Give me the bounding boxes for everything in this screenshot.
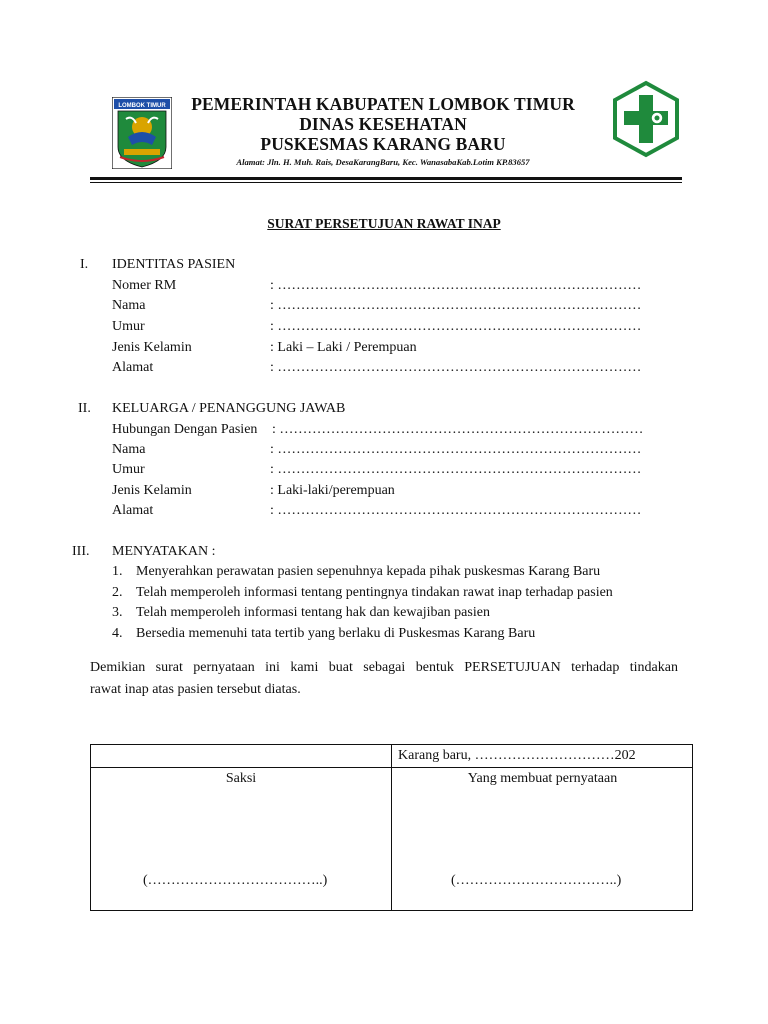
letterhead-address: Alamat: Jln. H. Muh. Rais, DesaKarangBaru, Kec. WanasabaKab.Lotim KP.83657	[236, 157, 530, 167]
signature-table	[90, 744, 693, 911]
section3-numeral: III.	[72, 544, 90, 559]
section1-heading: IDENTITAS PASIEN	[112, 257, 236, 272]
s2-value-umur: : ……………………………………………………………………	[270, 462, 642, 477]
s1-label-nama: Nama	[112, 298, 146, 313]
logo-left-text: LOMBOK TIMUR	[118, 103, 166, 109]
signature-witness-title: Saksi	[225, 771, 257, 786]
s1-value-alamat: : ……………………………………………………………………	[270, 360, 642, 375]
letterhead-rule-thin	[90, 182, 682, 183]
letterhead	[178, 94, 588, 169]
closing-line-1: Demikian surat pernyataan ini kami buat sebagai bentuk PERSETUJUAN terhadap tindakan	[90, 660, 678, 675]
s3-item-num: 4.	[112, 626, 123, 641]
signature-declarant-blank: (……………………………..)	[451, 873, 622, 888]
document-title: SURAT PERSETUJUAN RAWAT INAP	[267, 216, 501, 231]
s1-label-rm: Nomer RM	[112, 278, 177, 293]
s2-label-jenis-kelamin: Jenis Kelamin	[112, 483, 192, 498]
s2-value-alamat: : ……………………………………………………………………	[270, 503, 642, 518]
s3-item-text: Telah memperoleh informasi tentang hak dan kewajiban pasien	[136, 605, 490, 620]
signature-witness-blank: (………………………………..)	[143, 873, 328, 888]
lombok-timur-emblem-icon	[112, 97, 172, 169]
s3-item-num: 2.	[112, 585, 123, 600]
s1-value-jenis-kelamin: : Laki – Laki / Perempuan	[270, 340, 417, 355]
section3-heading: MENYATAKAN :	[112, 544, 216, 559]
signature-divider-horizontal	[91, 767, 692, 768]
s2-value-jenis-kelamin: : Laki-laki/perempuan	[270, 483, 395, 498]
s3-item-num: 3.	[112, 605, 123, 620]
s1-label-umur: Umur	[112, 319, 145, 334]
s2-label-nama: Nama	[112, 442, 146, 457]
s2-value-hubungan: : ……………………………………………………………………	[272, 422, 644, 437]
puskesmas-cross-logo-icon	[612, 80, 680, 158]
closing-line-2: rawat inap atas pasien tersebut diatas.	[90, 682, 301, 697]
s1-value-nama: : ……………………………………………………………………	[270, 298, 642, 313]
s3-item-text: Telah memperoleh informasi tentang pentingnya tindakan rawat inap terhadap pasien	[136, 585, 613, 600]
s1-value-umur: : ……………………………………………………………………	[270, 319, 642, 334]
section1-numeral: I.	[80, 257, 89, 272]
s2-label-umur: Umur	[112, 462, 145, 477]
s2-label-alamat: Alamat	[112, 503, 154, 518]
s3-item-text: Menyerahkan perawatan pasien sepenuhnya kepada pihak puskesmas Karang Baru	[136, 564, 601, 579]
closing-paragraph	[90, 657, 678, 701]
section2-heading: KELUARGA / PENANGGUNG JAWAB	[112, 401, 346, 416]
s1-label-alamat: Alamat	[112, 360, 154, 375]
s1-value-rm: : ……………………………………………………………………	[270, 278, 642, 293]
letterhead-government: PEMERINTAH KABUPATEN LOMBOK TIMUR	[191, 94, 575, 114]
letterhead-rule-thick	[90, 177, 682, 180]
s1-label-jenis-kelamin: Jenis Kelamin	[112, 340, 192, 355]
letterhead-puskesmas: PUSKESMAS KARANG BARU	[260, 134, 506, 154]
section2-numeral: II.	[78, 401, 91, 416]
signature-declarant-title: Yang membuat pernyataan	[467, 771, 618, 786]
s3-item-text: Bersedia memenuhi tata tertib yang berlaku di Puskesmas Karang Baru	[136, 626, 536, 641]
letterhead-department: DINAS KESEHATAN	[299, 114, 467, 134]
signature-place-date: Karang baru, …………………………202	[398, 748, 636, 763]
s3-item-num: 1.	[112, 564, 123, 579]
s2-label-hubungan: Hubungan Dengan Pasien	[112, 422, 258, 437]
s2-value-nama: : ……………………………………………………………………	[270, 442, 642, 457]
